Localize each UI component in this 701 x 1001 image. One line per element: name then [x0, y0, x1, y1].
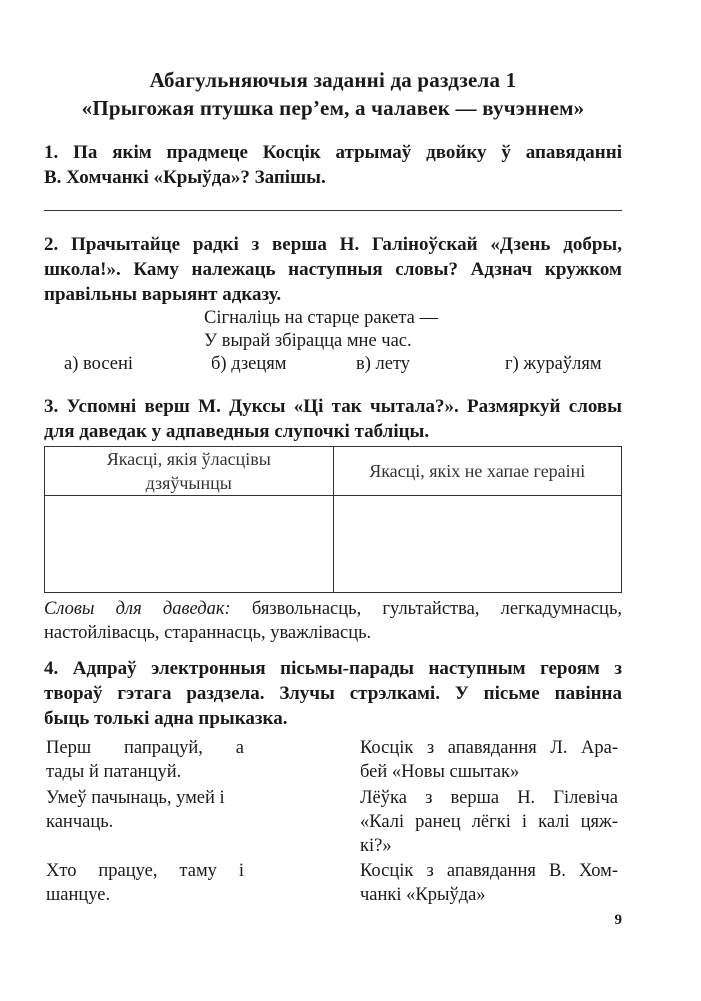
verse-line: У вырай збірацца мне час.: [204, 331, 412, 351]
reference-words-line: настойлівасць, стараннасць, уважлівасць.: [44, 623, 372, 643]
question-1-line: В. Хомчанкі «Крыўда»? Запішы.: [44, 167, 326, 188]
reference-words-label: Словы для даведак:: [44, 599, 231, 619]
proverb-item[interactable]: Хто працуе, таму і шанцуе.: [46, 861, 244, 905]
question-2: [44, 232, 622, 307]
reference-words: Словы для даведак: бязвольнасць, гультайства, легкадумнасць, настойлівасць, стараннасць, уважлівасць.: [44, 599, 623, 643]
question-2-line: школа!». Каму належаць наступныя словы? Адзнач кружком: [44, 259, 622, 280]
section-subtitle: «Прыгожая птушка пер’ем, а чалавек — вучэннем»: [81, 96, 585, 120]
answer-option-c[interactable]: в) лету: [356, 354, 411, 374]
verse-line: Сігналіць на старце ракета —: [204, 308, 438, 328]
answer-option-a[interactable]: а) восені: [64, 354, 134, 374]
column-header-qualities-girl: Якасці, якія ўласцівы дзяўчынцы: [45, 447, 334, 496]
section-title: Абагульняючыя заданні да раздзела 1: [149, 68, 517, 92]
answer-write-line[interactable]: [44, 210, 622, 211]
question-2-line: 2. Прачытайце радкі з верша Н. Галіноўскай «Дзень добры,: [44, 234, 622, 255]
question-1-line: 1. Па якім прадмеце Косцік атрымаў двойку ў апавяданні: [44, 142, 622, 163]
proverb-item[interactable]: Перш папрацуй, а тады й патанцуй.: [46, 738, 244, 782]
question-4: [44, 656, 622, 731]
question-4-line: твораў гэтага раздзела. Злучы стрэлкамі. У пісьме павінна: [44, 683, 622, 704]
column-header-qualities-missing: Якасці, якіх не хапае гераіні: [333, 447, 622, 496]
question-4-line: быць толькі адна прыказка.: [44, 708, 288, 729]
hero-item[interactable]: Лёўка з верша Н. Гілевіча «Калі ранец лёгкі і калі цяж- кі?»: [360, 788, 618, 856]
answer-option-d[interactable]: г) жураўлям: [505, 354, 602, 374]
answer-cell-missing-qualities[interactable]: [333, 496, 622, 593]
proverb-item[interactable]: Умеў пачынаць, умей і канчаць.: [46, 788, 225, 832]
page-number: 9: [614, 912, 622, 928]
question-1: [44, 140, 622, 190]
hero-item[interactable]: Косцік з апавядання Л. Ара- бей «Новы сшытак»: [360, 738, 618, 782]
answer-option-b[interactable]: б) дзецям: [211, 354, 287, 374]
question-2-line: правільны варыянт адказу.: [44, 284, 282, 305]
hero-item[interactable]: Косцік з апавядання В. Хом- чанкі «Крыўда»: [360, 861, 618, 905]
question-3: [44, 394, 622, 444]
answer-cell-girl-qualities[interactable]: [45, 496, 334, 593]
question-3-line: 3. Успомні верш М. Дуксы «Ці так чытала?». Размяркуй словы: [44, 396, 622, 417]
qualities-table: [44, 446, 622, 593]
question-4-line: 4. Адпраў электронныя пісьмы-парады наступным героям з: [44, 658, 622, 679]
question-3-line: для даведак у адпаведныя слупочкі табліцы.: [44, 421, 430, 442]
